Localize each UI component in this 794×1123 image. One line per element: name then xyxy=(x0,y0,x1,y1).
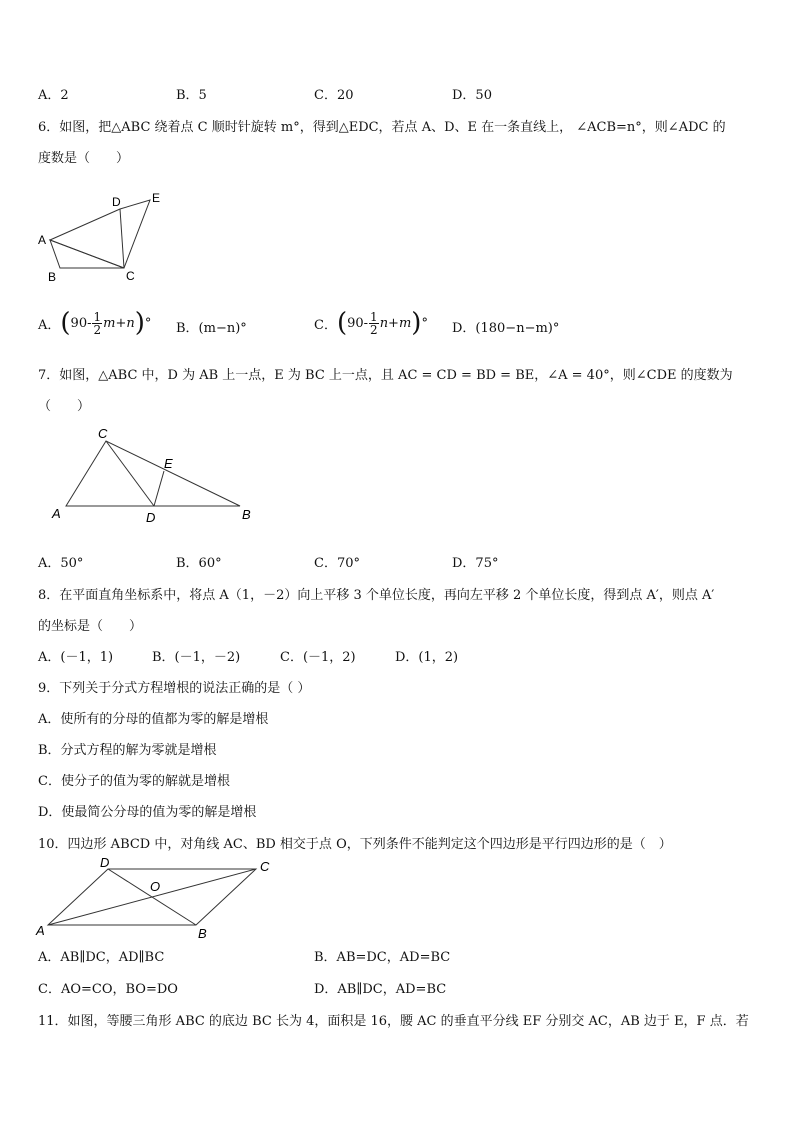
q10-label-c: C xyxy=(260,859,270,874)
q8-option-c: C．(－1，2) xyxy=(280,650,356,665)
q7-label-d: D xyxy=(146,510,156,525)
q6-label-b: B xyxy=(48,270,57,283)
q10-label-d: D xyxy=(100,855,110,870)
q10-label-b: B xyxy=(198,926,207,941)
q6-figure xyxy=(30,188,170,283)
q7-label-e: E xyxy=(164,456,173,471)
q9-option-c: C．使分子的值为零的解就是增根 xyxy=(38,774,230,789)
q8-option-d: D．(1，2) xyxy=(395,650,459,665)
q7-triangle-abc xyxy=(66,441,240,506)
q7-option-c: C．70° xyxy=(314,556,360,571)
q10-option-a: A．AB∥DC，AD∥BC xyxy=(38,950,165,965)
q10-option-b: B．AB=DC，AD=BC xyxy=(314,950,451,965)
q9-question: 9．下列关于分式方程增根的说法正确的是（ ） xyxy=(38,681,311,696)
q10-question: 10．四边形 ABCD 中，对角线 AC、BD 相交于点 O，下列条件不能判定这个四边形是平行四边形的是（ ） xyxy=(38,837,672,852)
q7-label-c: C xyxy=(98,426,108,441)
q9-option-a: A．使所有的分母的值都为零的解是增根 xyxy=(38,712,269,727)
q6-option-a: A． ( 90- $\frac{1}{2}$ m+n ) ° xyxy=(38,308,152,338)
q5-option-d: D．50 xyxy=(452,88,492,103)
q6-triangle-edc xyxy=(50,200,150,268)
q6-option-d: D．(180−n−m)° xyxy=(452,321,560,336)
q6-option-c: C． ( 90- $\frac{1}{2}$ n+m ) ° xyxy=(314,308,428,338)
q8-question-line2: 的坐标是（ ） xyxy=(38,619,143,634)
q5-option-a: A．2 xyxy=(38,88,69,103)
q6-option-b: B．(m−n)° xyxy=(176,321,247,336)
q7-option-a: A．50° xyxy=(38,556,84,571)
q6-label-d: D xyxy=(112,195,121,209)
q7-segment-de xyxy=(154,471,164,506)
q11-question: 11．如图，等腰三角形 ABC 的底边 BC 长为 4，面积是 16，腰 AC 的垂直平分线 EF 分别交 AC，AB 边于 E，F 点．若 xyxy=(38,1014,749,1029)
q6-label-c: C xyxy=(126,269,135,283)
q8-question-line1: 8．在平面直角坐标系中，将点 A（1，－2）向上平移 3 个单位长度，再向左平移 2 个单位长度，得到点 A′，则点 A′ xyxy=(38,588,715,603)
q10-diagonal-bd xyxy=(108,869,196,925)
q10-option-d: D．AB∥DC，AD=BC xyxy=(314,982,447,997)
q7-option-b: B．60° xyxy=(176,556,222,571)
q10-option-c: C．AO=CO，BO=DO xyxy=(38,982,178,997)
q7-option-d: D．75° xyxy=(452,556,499,571)
q6-label-e: E xyxy=(152,191,161,205)
q5-option-c: C．20 xyxy=(314,88,354,103)
q10-label-a: A xyxy=(36,923,45,938)
q10-figure xyxy=(30,853,280,941)
q6-question-line1: 6．如图，把△ABC 绕着点 C 顺时针旋转 m°，得到△EDC，若点 A、D、E 在一条直线上， ∠ACB=n°，则∠ADC 的 xyxy=(38,120,726,135)
q6-segment-dc xyxy=(120,209,124,268)
q6-label-a: A xyxy=(38,233,47,247)
q5-option-b: B．5 xyxy=(176,88,207,103)
q8-option-a: A．(－1，1) xyxy=(38,650,114,665)
q7-label-b: B xyxy=(242,507,251,522)
q9-option-b: B．分式方程的解为零就是增根 xyxy=(38,743,217,758)
q9-option-d: D．使最简公分母的值为零的解是增根 xyxy=(38,805,257,820)
q7-question-line2: （ ） xyxy=(38,399,91,414)
q8-option-b: B．(－1，－2) xyxy=(152,650,241,665)
q7-segment-cd xyxy=(106,441,154,506)
q7-figure xyxy=(48,426,258,526)
q7-label-a: A xyxy=(52,506,61,521)
q7-question-line1: 7．如图，△ABC 中，D 为 AB 上一点，E 为 BC 上一点，且 AC = CD = BD = BE，∠A = 40°，则∠CDE 的度数为 xyxy=(38,368,733,383)
q6-question-line2: 度数是（ ） xyxy=(38,151,130,166)
q10-label-o: O xyxy=(150,879,161,894)
